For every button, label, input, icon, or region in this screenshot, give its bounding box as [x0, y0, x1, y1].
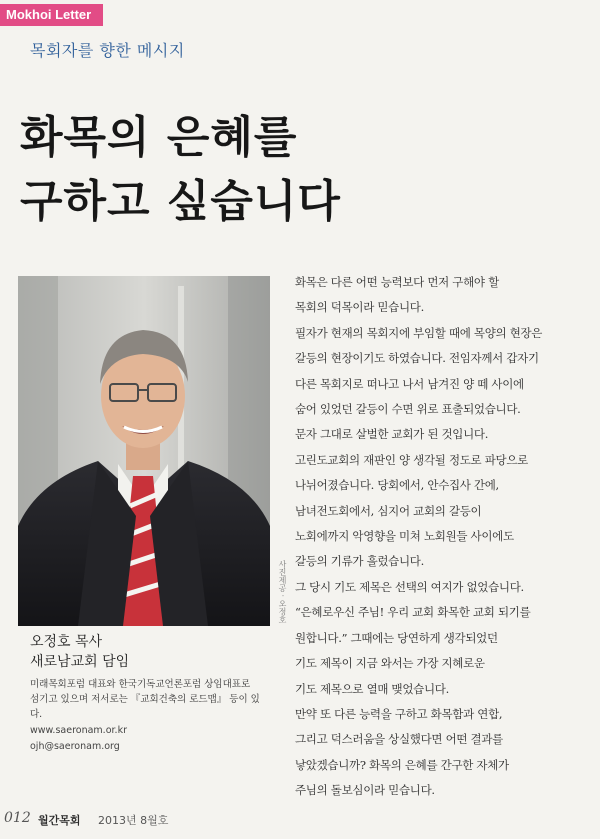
body-line: 문자 그대로 살벌한 교회가 된 것입니다. — [295, 427, 489, 442]
body-line: 필자가 현재의 목회지에 부임할 때에 목양의 현장은 — [295, 325, 543, 340]
body-line: 남녀전도회에서, 심지어 교회의 갈등이 — [295, 503, 482, 518]
page-footer — [0, 810, 600, 832]
body-line: 숨어 있었던 갈등이 수면 위로 표출되었습니다. — [295, 402, 521, 417]
body-line: 목회의 덕목이라 믿습니다. — [295, 300, 424, 315]
body-line: 갈등의 현장이기도 하였습니다. 전임자께서 갑자기 — [295, 351, 539, 366]
author-photo — [18, 276, 270, 626]
body-line: 원합니다.” 그때에는 당연하게 생각되었던 — [295, 630, 498, 645]
body-line: 고린도교회의 재판인 양 생각될 정도로 파당으로 — [295, 452, 528, 467]
title-line-2: 구하고 싶습니다 — [20, 176, 341, 227]
author-portrait-illustration — [18, 276, 270, 626]
body-line: 기도 제목으로 열매 맺었습니다. — [295, 681, 449, 696]
title-line-1: 화목의 은혜를 — [20, 112, 298, 163]
bio-line: 미래목회포럼 대표와 한국기독교언론포럼 상임대표로 — [30, 679, 251, 690]
body-line: 만약 또 다른 능력을 구하고 화목함과 연합, — [295, 706, 503, 721]
body-line: 화목은 다른 어떤 능력보다 먼저 구해야 할 — [295, 275, 499, 289]
photo-credit: 사진제공 · 오정호 — [278, 560, 287, 624]
body-line: 그 당시 기도 제목은 선택의 여지가 없었습니다. — [295, 579, 524, 594]
author-bio — [30, 677, 270, 754]
website-link[interactable]: www.saeronam.or.kr — [30, 725, 127, 736]
page-number: 012 — [4, 810, 31, 826]
article-title — [20, 106, 341, 234]
body-line: 주님의 돌보심이라 믿습니다. — [295, 783, 435, 798]
body-line: “은혜로우신 주님! 우리 교회 화목한 교회 되기를 — [295, 605, 531, 620]
issue-date: 2013년 8월호 — [98, 814, 169, 827]
author-info — [30, 632, 129, 672]
article-body — [295, 270, 595, 804]
body-line: 기도 제목이 지금 와서는 가장 지혜로운 — [295, 656, 485, 671]
author-church: 새로남교회 담임 — [30, 654, 130, 670]
email-link[interactable]: ojh@saeronam.org — [30, 741, 120, 752]
section-tag: Mokhoi Letter — [0, 4, 103, 26]
magazine-name: 월간목회 — [38, 814, 81, 827]
body-line: 낳았겠습니까? 화목의 은혜를 간구한 자체가 — [295, 757, 509, 772]
body-line: 노회에까지 악영향을 미쳐 노회원들 사이에도 — [295, 529, 514, 544]
body-line: 갈등의 기류가 흘렀습니다. — [295, 554, 424, 569]
section-subtitle: 목회자를 향한 메시지 — [30, 41, 185, 60]
author-name: 오정호 목사 — [30, 634, 103, 650]
body-line: 그리고 덕스러움을 상실했다면 어떤 결과를 — [295, 732, 503, 747]
body-line: 다른 목회지로 떠나고 나서 남겨진 양 떼 사이에 — [295, 376, 524, 391]
bio-line: 섬기고 있으며 저서로는 『교회건축의 로드맵』 등이 있다. — [30, 694, 260, 720]
body-line: 나뉘어졌습니다. 당회에서, 안수집사 간에, — [295, 478, 499, 493]
